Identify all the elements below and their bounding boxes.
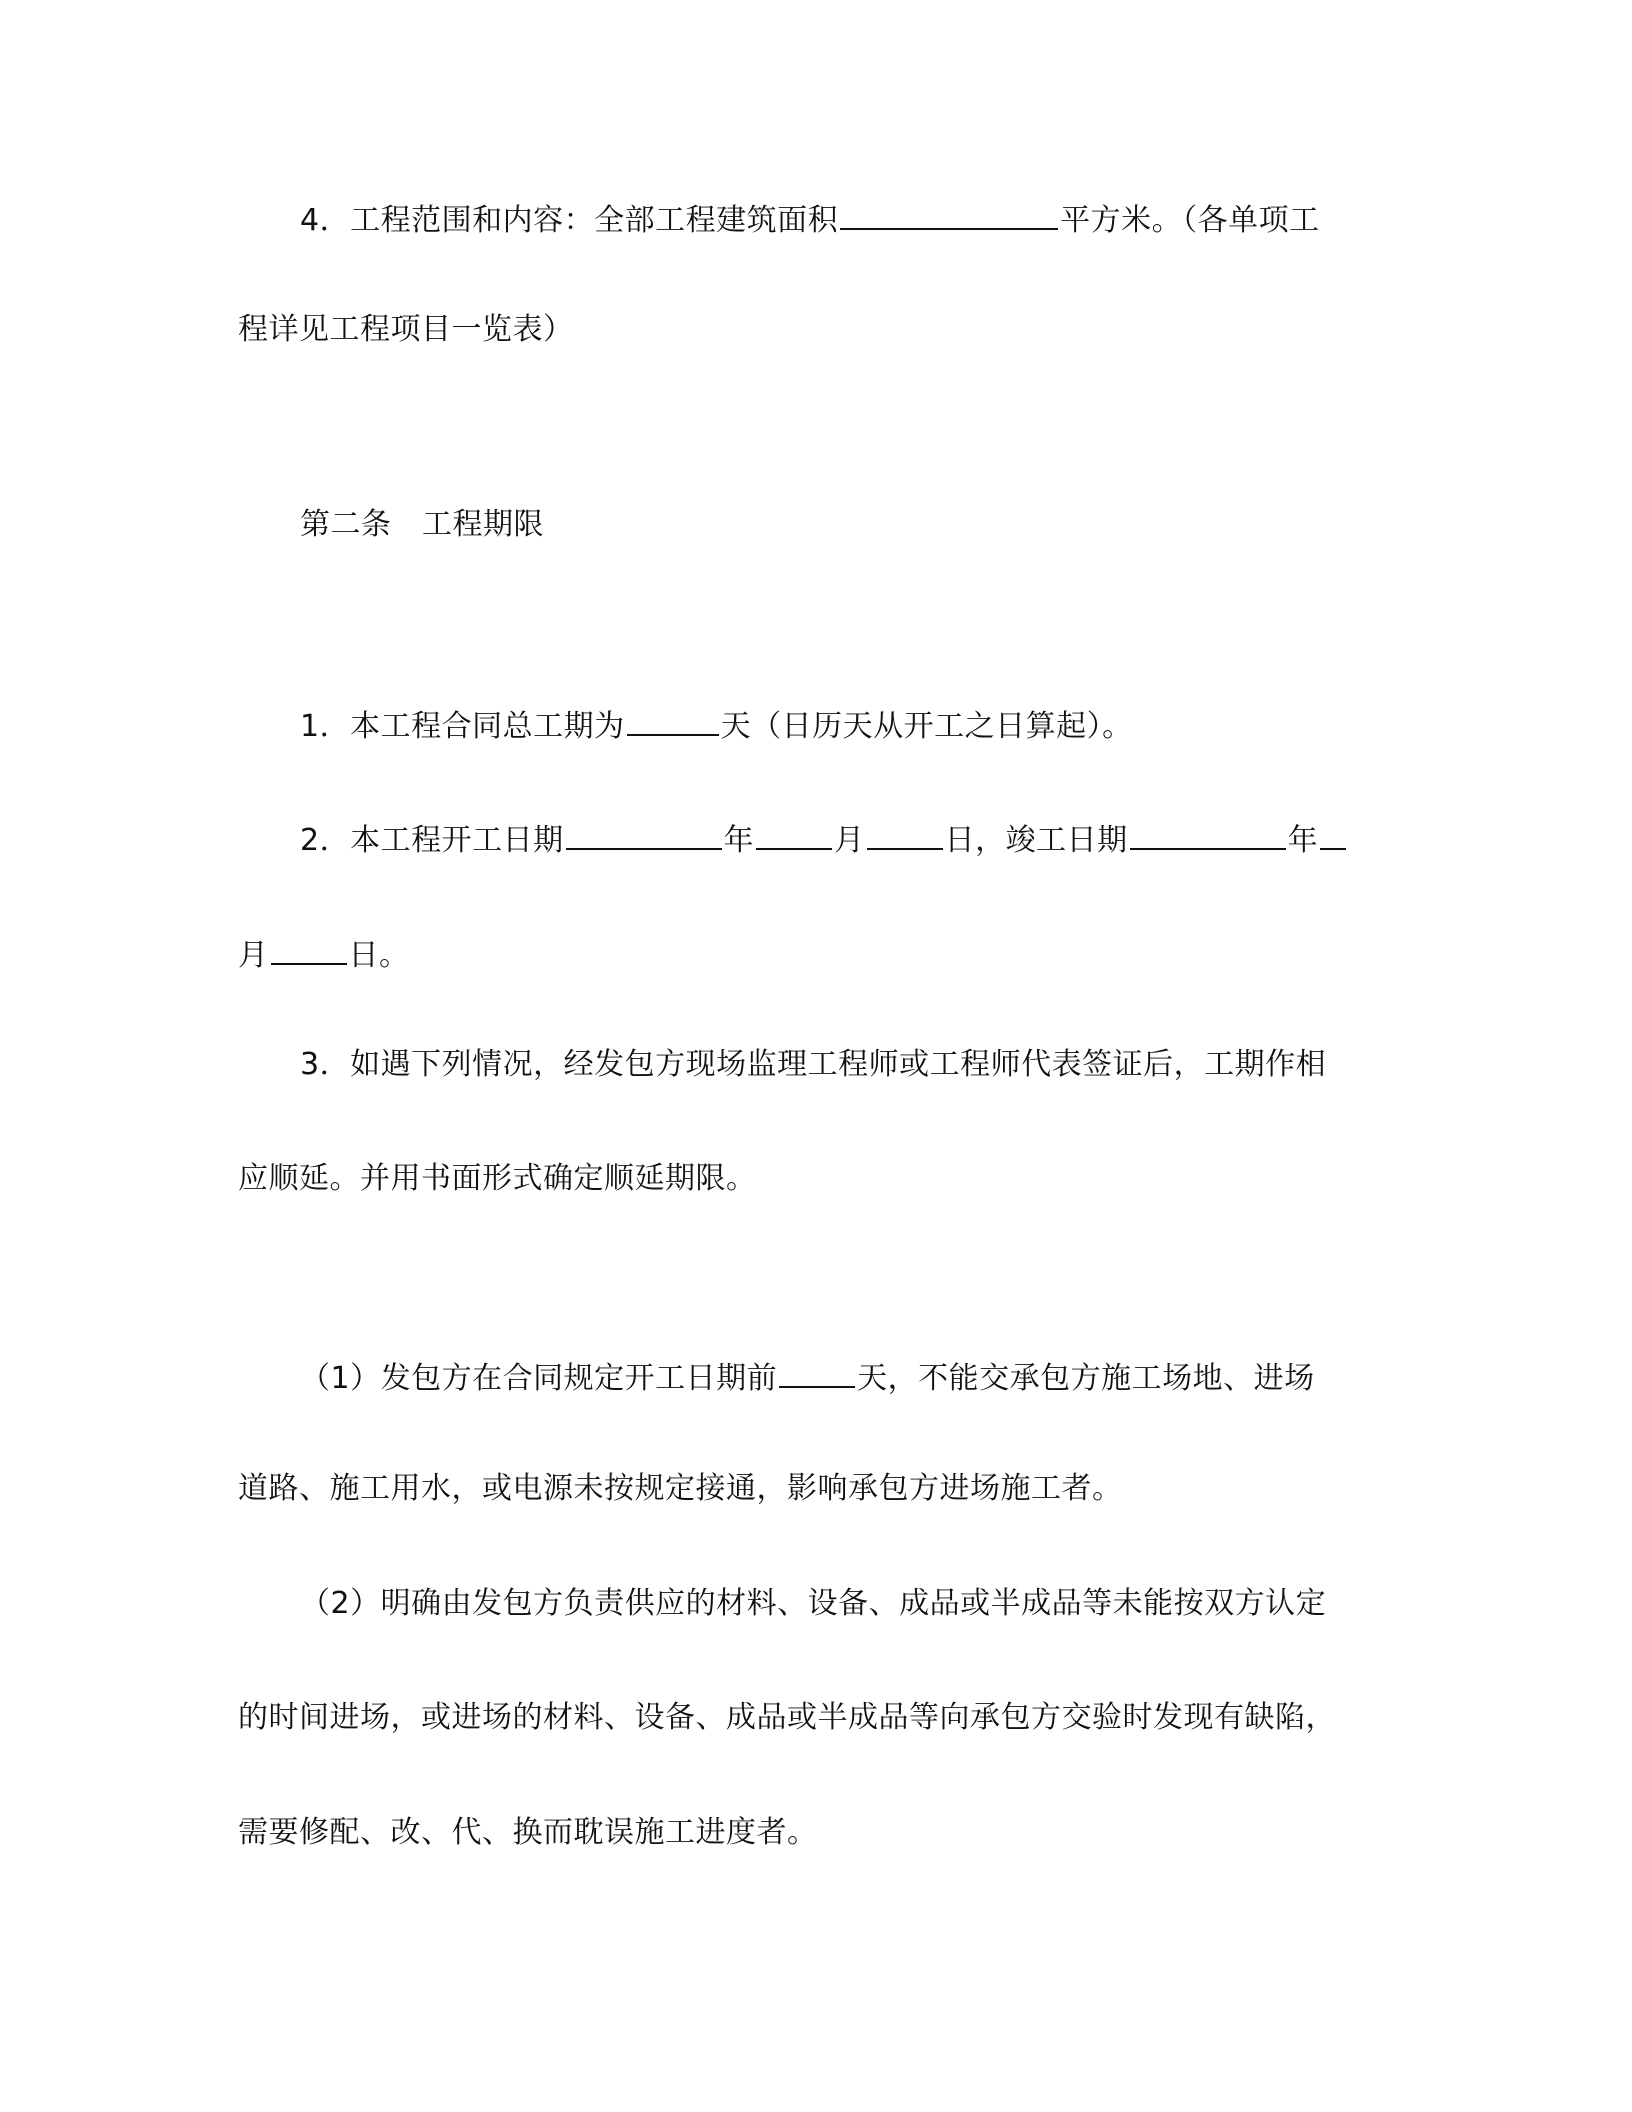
clause-1-line [300,702,1133,747]
clause-2-year-2: 年 [1287,823,1319,858]
clause-3-text-a: 3．如遇下列情况，经发包方现场监理工程师或工程师代表签证后，工期作相 [300,1047,1327,1082]
subclause-2-text-a: （2）明确由发包方负责供应的材料、设备、成品或半成品等未能按双方认定 [300,1586,1327,1621]
end-month-blank-start [1320,816,1346,850]
clause-2-month-2: 月 [238,938,269,973]
clause-4-line-2 [238,310,574,350]
subclause-1-text-a: （1）发包方在合同规定开工日期前 [300,1361,778,1396]
subclause-2-line-1 [300,1584,1326,1624]
clause-2-line-2 [238,931,410,976]
end-year-blank [1130,816,1286,850]
subclause-1-line-1 [300,1354,1315,1399]
subclause-2-text-c: 需要修配、改、代、换而耽误施工进度者。 [238,1815,818,1850]
clause-2-line-1 [300,816,1348,861]
clause-2-text-a: 2．本工程开工日期 [300,823,564,858]
clause-4-text-b: 平方米。（各单项工 [1060,203,1320,238]
end-day-blank [271,931,347,965]
subclause-1-line-2 [238,1469,1123,1509]
subclause-2-text-b: 的时间进场，或进场的材料、设备、成品或半成品等向承包方交验时发现有缺陷， [238,1700,1336,1735]
clause-3-line-1 [300,1045,1326,1085]
clause-3-line-2 [238,1159,757,1199]
clause-2-year-1: 年 [723,823,755,858]
subclause-2-line-2 [238,1698,1336,1738]
subclause-2-line-3 [238,1813,818,1853]
clause-4-line-1 [300,196,1320,241]
start-month-blank [756,816,832,850]
subclause-1-text-c: 道路、施工用水，或电源未按规定接通，影响承包方进场施工者。 [238,1471,1123,1506]
area-blank [840,196,1058,230]
clause-1-text-a: 1．本工程合同总工期为 [300,709,625,744]
days-before-blank [779,1354,855,1388]
article-2-heading-text: 第二条 工程期限 [300,507,544,542]
article-2-heading [300,505,544,545]
start-year-blank [566,816,722,850]
clause-3-text-b: 应顺延。并用书面形式确定顺延期限。 [238,1161,757,1196]
clause-1-text-b: 天（日历天从开工之日算起）。 [720,709,1133,744]
clause-4-text-c: 程详见工程项目一览表） [238,312,574,347]
start-day-blank [867,816,943,850]
duration-blank [627,702,719,736]
clause-2-day-1: 日，竣工日期 [944,823,1128,858]
clause-2-day-2: 日。 [348,938,410,973]
clause-2-month-1: 月 [834,823,865,858]
clause-4-text-a: 4．工程范围和内容：全部工程建筑面积 [300,203,839,238]
subclause-1-text-b: 天，不能交承包方施工场地、进场 [857,1361,1315,1396]
